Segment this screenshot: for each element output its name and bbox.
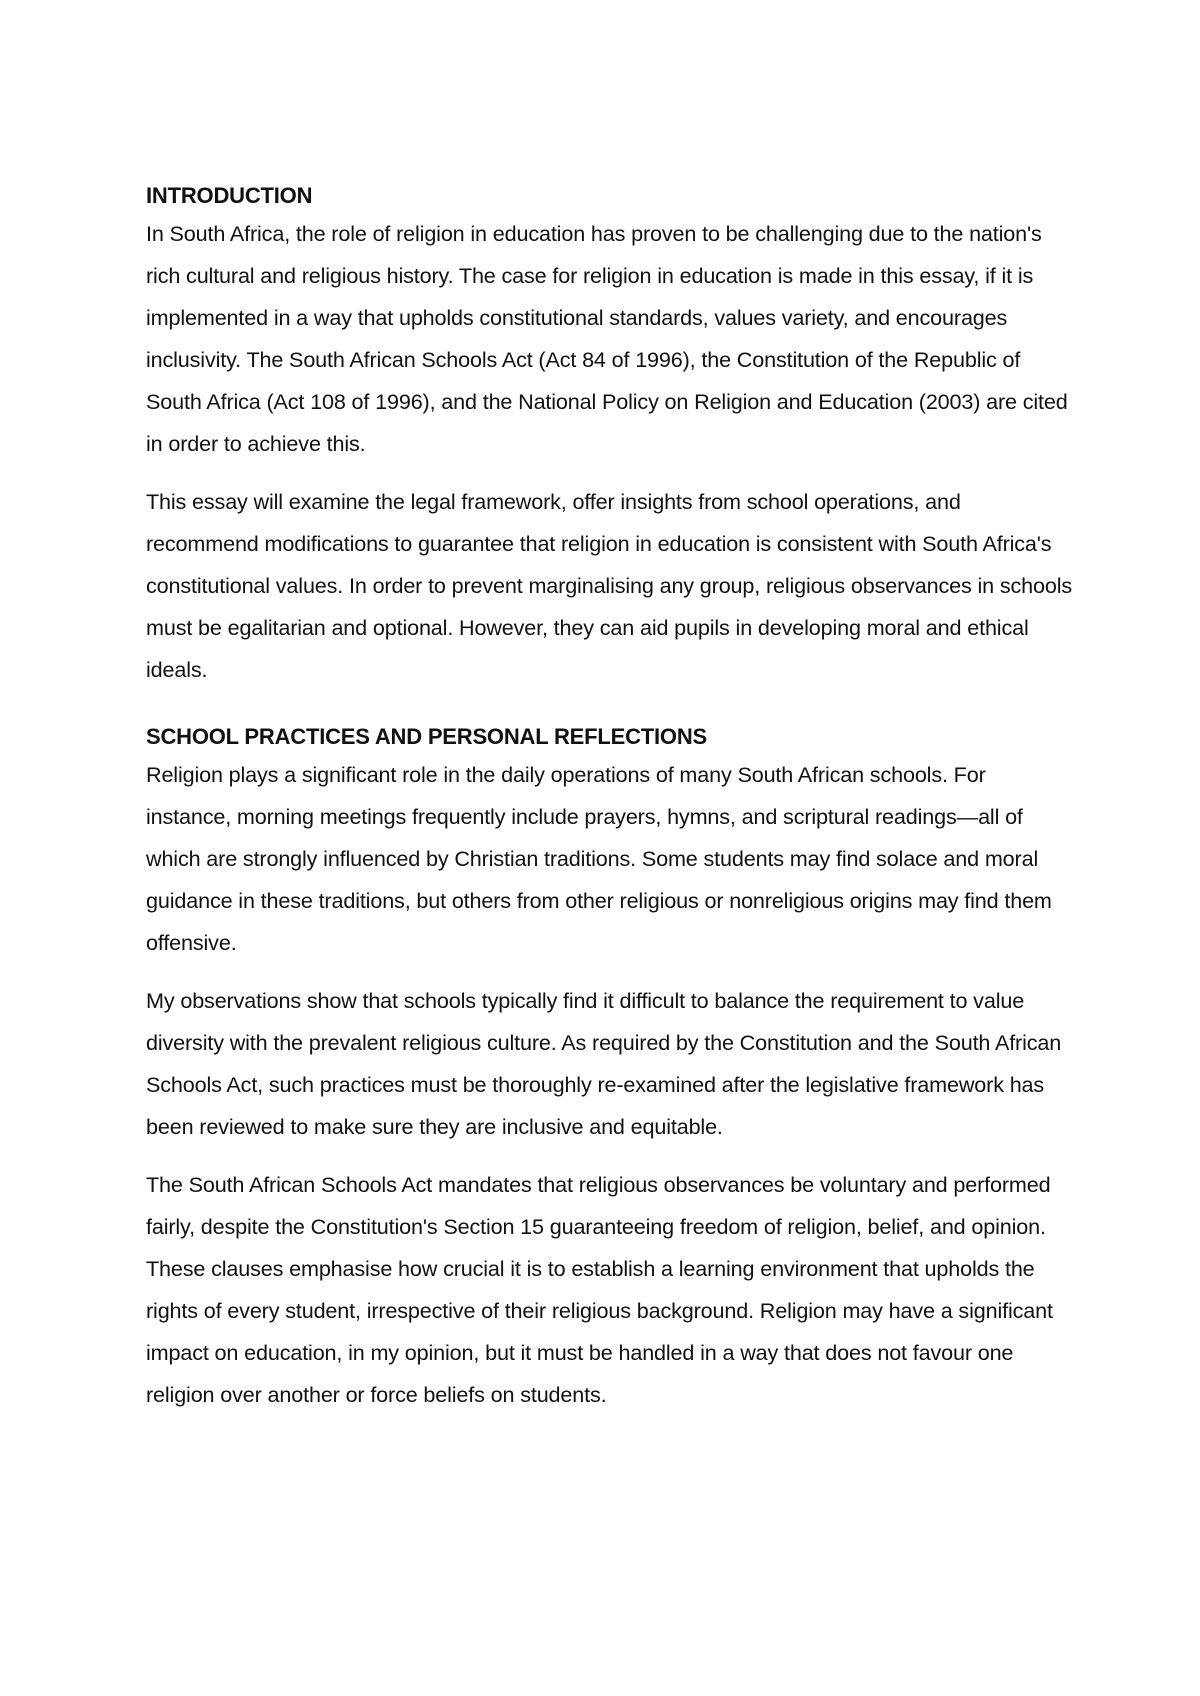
paragraph-intro-1: In South Africa, the role of religion in education has proven to be challenging due to the nation's rich cultural and religious history. The case for religion in education is made in this essay, if it is implemented in a way that upholds constitutional standards, values variety, and encourages inclusivity. The South African Schools Act (Act 84 of 1996), the Constitution of the Republic of South Africa (Act 108 of 1996), and the National Policy on Religion and Education (2003) are cited in order to achieve this. bbox=[146, 221, 1068, 456]
paragraph-practices-3: The South African Schools Act mandates that religious observances be voluntary and performed fairly, despite the Constitution's Section 15 guaranteeing freedom of religion, belief, and opinion. These clauses emphasise how crucial it is to establish a learning environment that upholds the rights of every student, irrespective of their religious background. Religion may have a significant impact on education, in my opinion, but it must be handled in a way that does not favour one religion over another or force beliefs on students. bbox=[146, 1172, 1053, 1407]
section-heading-school-practices: SCHOOL PRACTICES AND PERSONAL REFLECTIONS bbox=[146, 724, 707, 749]
paragraph-practices-1: Religion plays a significant role in the daily operations of many South African schools. For instance, morning meetings frequently include prayers, hymns, and scriptural readings—all of which are strongly influenced by Christian traditions. Some students may find solace and moral guidance in these traditions, but others from other religious or nonreligious origins may find them offensive. bbox=[146, 762, 1052, 955]
section-heading-introduction: INTRODUCTION bbox=[146, 183, 313, 208]
document-page bbox=[146, 180, 1076, 1416]
paragraph-practices-2: My observations show that schools typically find it difficult to balance the requirement to value diversity with the prevalent religious culture. As required by the Constitution and the South African Schools Act, such practices must be thoroughly re-examined after the legislative framework has been reviewed to make sure they are inclusive and equitable. bbox=[146, 988, 1062, 1139]
paragraph-intro-2: This essay will examine the legal framework, offer insights from school operations, and recommend modifications to guarantee that religion in education is consistent with South Africa's constitutional values. In order to prevent marginalising any group, religious observances in schools must be egalitarian and optional. However, they can aid pupils in developing moral and ethical ideals. bbox=[146, 489, 1073, 682]
